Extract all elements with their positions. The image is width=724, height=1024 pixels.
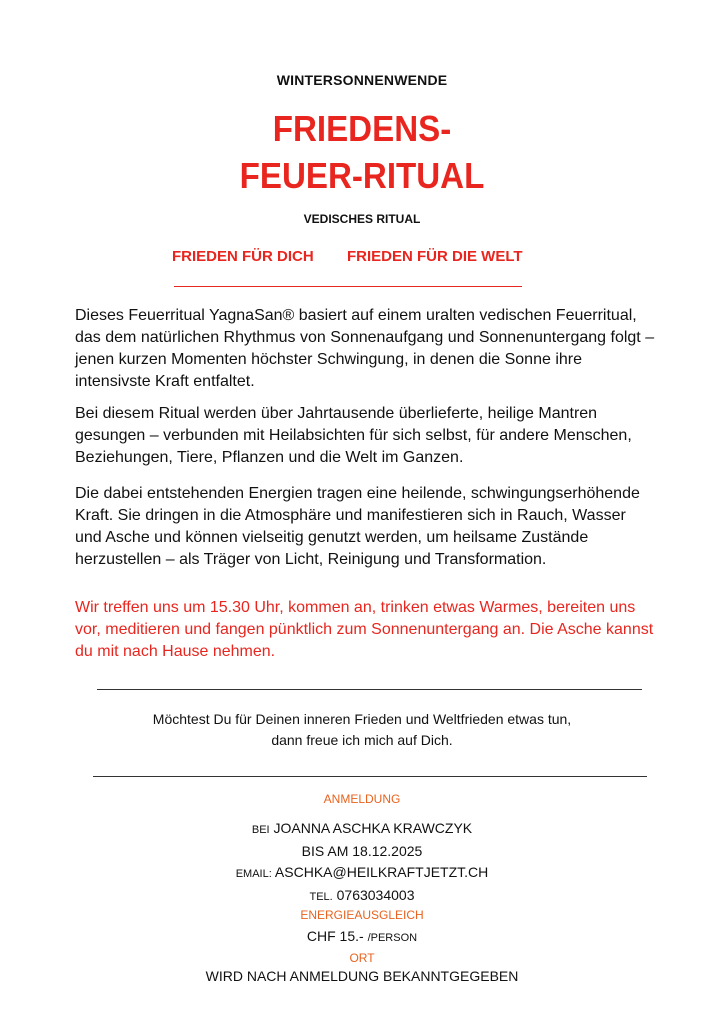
name-prefix: BEI xyxy=(251,824,270,836)
email-address: ASCHKA@HEILKRAFTJETZT.CH xyxy=(274,864,489,880)
subtitle: VEDISCHES RITUAL xyxy=(303,212,421,226)
paragraph-energies: Die dabei entstehenden Energien tragen eine heilende, schwingungserhöhende Kraft. Sie dringen in die Atmosphäre und manifestieren sich in Rauch, Wasser und Asche und können vielseitig genutzt werden, um heilsame Zustände herzustellen – als Träger von Licht, Reinigung und Transformation. xyxy=(75,485,640,568)
fee-heading: ENERGIEAUSGLEICH xyxy=(300,908,424,922)
registration-phone-line xyxy=(0,885,724,908)
location-text: WIRD NACH ANMELDUNG BEKANNTGEGEBEN xyxy=(205,968,519,984)
red-divider xyxy=(174,286,522,287)
paragraph-schedule: Wir treffen uns um 15.30 Uhr, kommen an, trinken etwas Warmes, bereiten uns vor, meditieren und fangen pünktlich zum Sonnenuntergang an. Die Asche kannst du mit nach Hause nehmen. xyxy=(75,599,654,660)
divider-top xyxy=(97,689,642,690)
invitation-line-1: Möchtest Du für Deinen inneren Frieden und Weltfrieden etwas tun, xyxy=(152,711,572,727)
fee-line xyxy=(0,926,724,949)
divider-bottom xyxy=(93,776,647,777)
registration-name-line xyxy=(0,818,724,841)
paragraph-intro: Dieses Feuerritual YagnaSan® basiert auf einem uralten vedischen Feuerritual, das dem natürlichen Rhythmus von Sonnenaufgang und Sonnenuntergang folgt – jenen kurzen Momenten höchster Schwingung, in denen die Sonne ihre intensivste Kraft entfaltet. xyxy=(75,307,655,390)
title-line-2: FEUER-RITUAL xyxy=(239,155,485,196)
fee-unit: /PERSON xyxy=(367,932,418,944)
registration-heading: ANMELDUNG xyxy=(323,792,401,806)
paragraph-mantras: Bei diesem Ritual werden über Jahrtausende überlieferte, heilige Mantren gesungen – verbunden mit Heilabsichten für sich selbst, für andere Menschen, Beziehungen, Tiere, Pflanzen und die Welt im Ganzen. xyxy=(75,405,632,466)
peace-for-world: FRIEDEN FÜR DIE WELT xyxy=(347,248,523,265)
location-heading: ORT xyxy=(349,951,375,965)
event-kicker: WINTERSONNENWENDE xyxy=(276,72,448,88)
registration-email-line xyxy=(0,862,724,885)
peace-for-you: FRIEDEN FÜR DICH xyxy=(172,248,314,265)
invitation-line-2: dann freue ich mich auf Dich. xyxy=(271,732,453,748)
fee-amount: CHF 15.- xyxy=(306,928,364,944)
registration-deadline: BIS AM 18.12.2025 xyxy=(301,843,423,859)
email-prefix: EMAIL: xyxy=(235,868,272,880)
phone-prefix: TEL. xyxy=(309,891,333,903)
invitation xyxy=(0,709,724,751)
phone-number: 0763034003 xyxy=(336,887,415,903)
organizer-name: JOANNA ASCHKA KRAWCZYK xyxy=(273,820,473,836)
registration-details xyxy=(0,818,724,908)
title-line-1: FRIEDENS- xyxy=(272,108,452,149)
